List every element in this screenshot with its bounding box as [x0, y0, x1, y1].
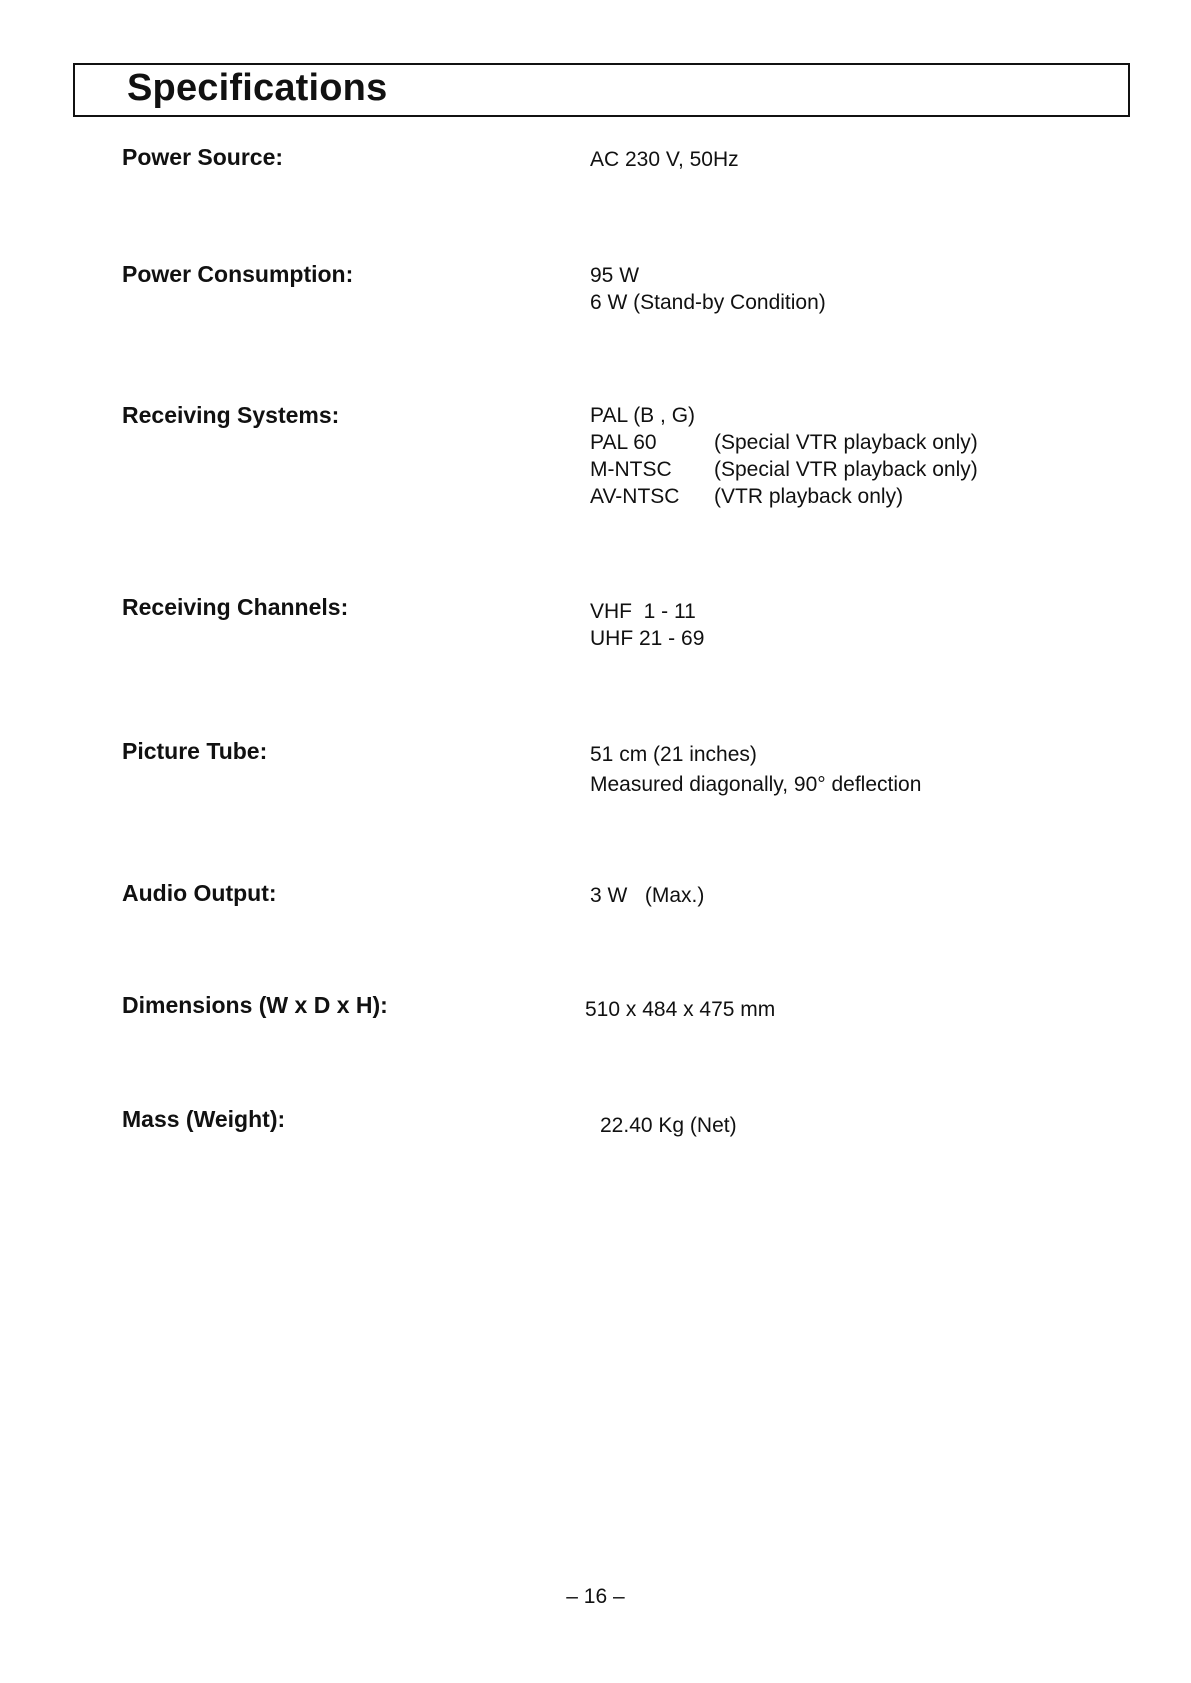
system-name: PAL 60 [590, 431, 657, 454]
picture-tube-label: Picture Tube: [122, 738, 268, 764]
page-title: Specifications [127, 67, 388, 109]
title-box [73, 63, 1130, 117]
audio-output-label: Audio Output: [122, 880, 277, 906]
power-source-label: Power Source: [122, 144, 284, 170]
picture-tube-value [590, 740, 921, 800]
power-consumption-line: 6 W (Stand-by Condition) [590, 291, 826, 314]
channel-line: UHF 21 - 69 [590, 627, 705, 650]
receiving-system-row [590, 456, 978, 483]
power-consumption-label: Power Consumption: [122, 261, 354, 287]
system-name: AV-NTSC [590, 485, 680, 508]
receiving-systems-value [590, 402, 978, 510]
system-note: (VTR playback only) [714, 485, 904, 508]
picture-tube-line: Measured diagonally, 90° deflection [590, 773, 922, 796]
dimensions-label: Dimensions (W x D x H): [122, 992, 388, 1018]
channel-line: VHF 1 - 11 [590, 600, 696, 623]
receiving-system-line: PAL (B , G) [590, 404, 696, 427]
system-note: (Special VTR playback only) [714, 431, 978, 454]
receiving-system-row [590, 483, 978, 510]
audio-output-value: 3 W (Max.) [590, 884, 705, 907]
power-consumption-line: 95 W [590, 264, 640, 287]
system-note: (Special VTR playback only) [714, 458, 978, 481]
receiving-channels-value [590, 598, 704, 652]
power-consumption-value [590, 262, 826, 316]
picture-tube-line: 51 cm (21 inches) [590, 743, 757, 766]
dimensions-value: 510 x 484 x 475 mm [585, 998, 776, 1021]
power-source-value: AC 230 V, 50Hz [590, 148, 739, 171]
system-name: M-NTSC [590, 458, 672, 481]
receiving-channels-label: Receiving Channels: [122, 594, 349, 620]
receiving-systems-label: Receiving Systems: [122, 402, 340, 428]
page-number: – 16 – [566, 1585, 625, 1608]
receiving-system-row [590, 429, 978, 456]
mass-value: 22.40 Kg (Net) [600, 1114, 737, 1137]
mass-label: Mass (Weight): [122, 1106, 286, 1132]
